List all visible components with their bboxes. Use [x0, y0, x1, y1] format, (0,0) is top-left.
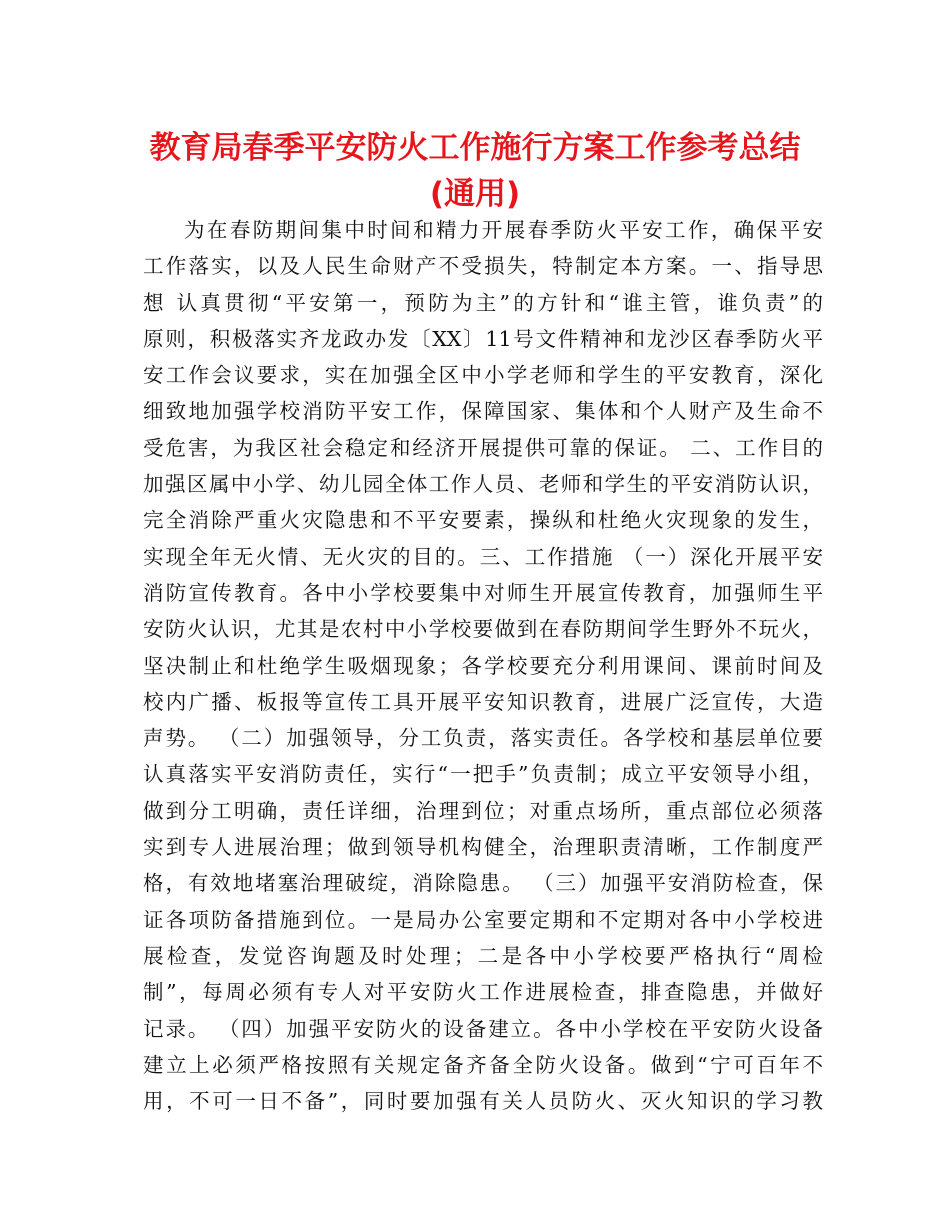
body-line: 坚决制止和杜绝学生吸烟现象；各学校要充分利用课间、课前时间及 [143, 653, 823, 678]
body-line: 格，有效地堵塞治理破绽，消除隐患。 （三）加强平安消防检查，保 [143, 871, 823, 896]
body-line: 实到专人进展治理；做到领导机构健全，治理职责清晰，工作制度严 [143, 835, 823, 860]
body-line: 想 认真贯彻“平安第一，预防为主”的方针和“谁主管，谁负责”的 [143, 290, 823, 315]
body-line: 完全消除严重火灾隐患和不平安要素，操纵和杜绝火灾现象的发生， [143, 508, 823, 533]
body-line: 认真落实平安消防责任，实行“一把手”负责制；成立平安领导小组， [143, 762, 823, 787]
body-line: 用，不可一日不备”，同时要加强有关人员防火、灭火知识的学习教 [143, 1089, 823, 1114]
body-line: 证各项防备措施到位。一是局办公室要定期和不定期对各中小学校进 [143, 907, 823, 932]
body-line: 消防宣传教育。各中小学校要集中对师生开展宣传教育，加强师生平 [143, 580, 823, 605]
body-line: 原则，积极落实齐龙政办发〔XX〕11号文件精神和龙沙区春季防火平 [143, 326, 823, 351]
body-line: 制”，每周必须有专人对平安防火工作进展检查，排查隐患，并做好 [143, 980, 823, 1005]
body-line: 加强区属中小学、幼儿园全体工作人员、老师和学生的平安消防认识， [143, 472, 823, 497]
body-line: 细致地加强学校消防平安工作，保障国家、集体和个人财产及生命不 [143, 399, 823, 424]
body-line: 安防火认识，尤其是农村中小学校要做到在春防期间学生野外不玩火， [143, 617, 823, 642]
body-line: 受危害，为我区社会稳定和经济开展提供可靠的保证。 二、工作目的 [143, 435, 823, 460]
document-body [143, 212, 823, 1119]
body-line: 展检查，发觉咨询题及时处理；二是各中小学校要严格执行“周检 [143, 943, 823, 968]
body-line: 校内广播、板报等宣传工具开展平安知识教育，进展广泛宣传，大造 [143, 689, 823, 714]
body-line: 建立上必须严格按照有关规定备齐备全防火设备。做到“宁可百年不 [143, 1052, 823, 1077]
body-line: 声势。 （二）加强领导，分工负责，落实责任。各学校和基层单位要 [143, 726, 823, 751]
body-line: 记录。 （四）加强平安防火的设备建立。各中小学校在平安防火设备 [143, 1016, 823, 1041]
body-line: 安工作会议要求，实在加强全区中小学老师和学生的平安教育，深化 [143, 363, 823, 388]
document-title-line-2: (通用) [429, 176, 521, 212]
body-line: 做到分工明确，责任详细，治理到位；对重点场所，重点部位必须落 [143, 798, 823, 823]
body-line: 工作落实，以及人民生命财产不受损失，特制定本方案。一、指导思 [143, 254, 823, 279]
body-line: 为在春防期间集中时间和精力开展春季防火平安工作，确保平安 [184, 218, 823, 242]
document-title-line-1: 教育局春季平安防火工作施行方案工作参考总结 [149, 130, 801, 166]
body-line: 实现全年无火情、无火灾的目的。三、工作措施 （一）深化开展平安 [143, 544, 823, 569]
